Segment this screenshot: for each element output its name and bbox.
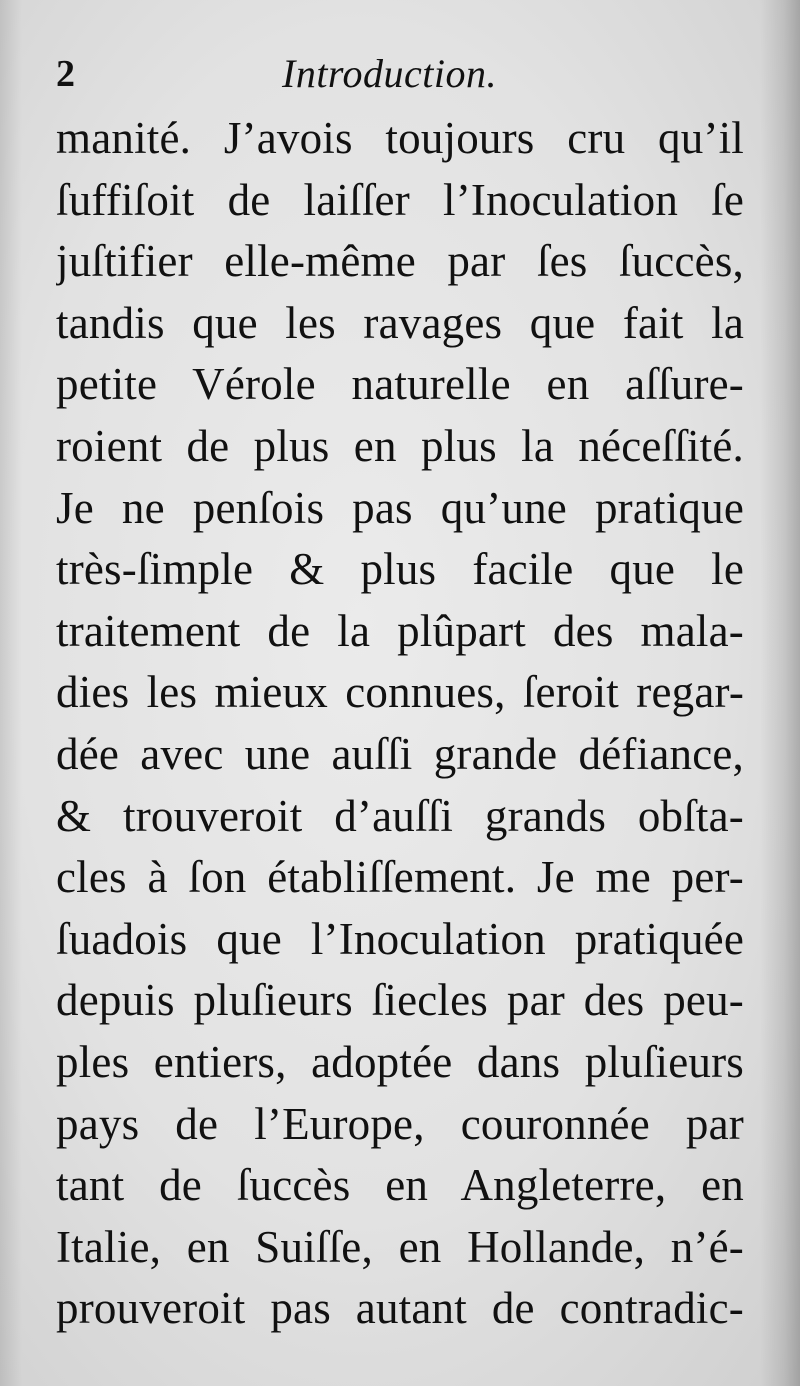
text-line: dée avec une auſſi grande défiance, <box>56 728 744 779</box>
page-gutter-shadow <box>760 0 800 1386</box>
text-line: petite Vérole naturelle en aſſure- <box>56 359 744 410</box>
text-line: manité. J’avois toujours cru qu’il <box>56 113 744 163</box>
text-line: ſuffiſoit de laiſſer l’Inoculation ſe <box>56 174 744 225</box>
page-edge-shadow <box>0 0 22 1386</box>
text-line: prouveroit pas autant de contradic- <box>56 1283 744 1334</box>
text-line: dies les mieux connues, ſeroit regar- <box>56 667 744 718</box>
text-line: ples entiers, adoptée dans pluſieurs <box>56 1036 744 1087</box>
text-line: tant de ſuccès en Angleterre, en <box>56 1160 744 1211</box>
text-line: & trouveroit d’auſſi grands obſta- <box>56 790 744 841</box>
body-text <box>56 108 744 1340</box>
text-line: traitement de la plûpart des mala- <box>56 605 744 656</box>
text-line: Je ne penſois pas qu’une pratique <box>56 482 744 533</box>
text-line: depuis pluſieurs ſiecles par des peu- <box>56 975 744 1026</box>
page-header <box>52 48 748 100</box>
text-line: juſtifier elle-même par ſes ſuccès, <box>56 236 744 287</box>
text-line: ſuadois que l’Inoculation pratiquée <box>56 913 744 964</box>
text-line: Italie, en Suiſſe, en Hollande, n’é- <box>56 1221 744 1272</box>
page-number: 2 <box>56 53 75 95</box>
text-line: très-ſimple & plus facile que le <box>56 544 744 595</box>
text-line: tandis que les ravages que fait la <box>56 297 744 348</box>
running-title: Introduction. <box>282 51 497 96</box>
text-line: cles à ſon établiſſement. Je me per- <box>56 852 744 903</box>
text-line: pays de l’Europe, couronnée par <box>56 1098 744 1149</box>
text-line: roient de plus en plus la néceſſité. <box>56 420 744 471</box>
